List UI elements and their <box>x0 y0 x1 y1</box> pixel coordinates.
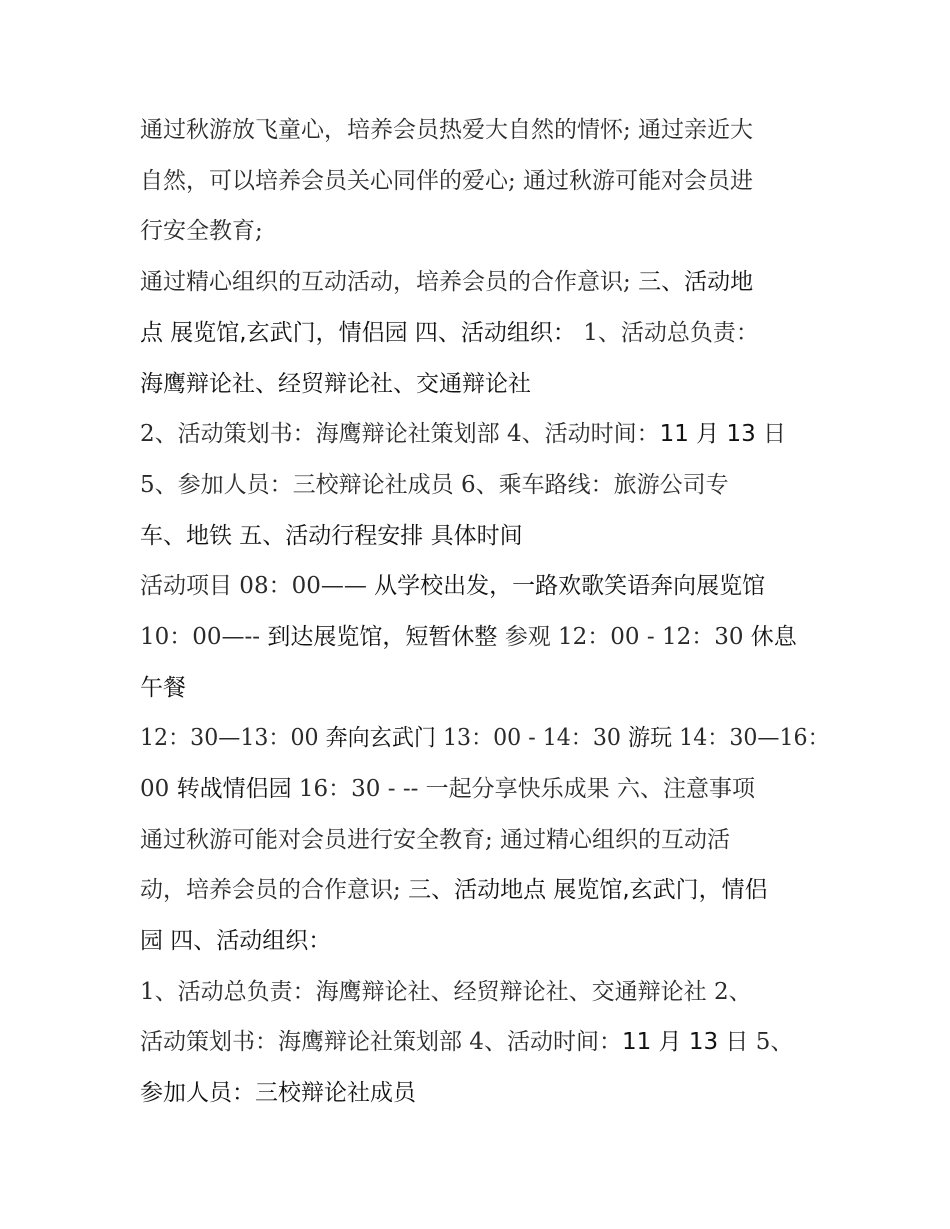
text-line <box>140 773 820 805</box>
text-segment: 参观 12：00 - 12：30 <box>504 624 751 650</box>
text-line <box>140 114 820 146</box>
text-segment: 00 <box>140 776 177 802</box>
text-segment: 14：30—16： <box>679 725 830 751</box>
text-segment: 活动项目 08：00—— <box>140 573 375 599</box>
text-segment: 1、活动总负责： <box>575 320 759 346</box>
text-segment: 11 月 13 <box>659 421 764 447</box>
text-segment: 海鹰辩论社、经贸辩论社、交通辩论社 <box>140 371 531 397</box>
text-segment: 转战情侣园 <box>176 776 299 802</box>
text-line <box>140 1026 820 1058</box>
text-line <box>140 874 820 906</box>
text-line <box>140 165 820 197</box>
text-line <box>140 570 820 602</box>
text-line <box>140 418 820 450</box>
text-segment: 通过秋游放飞童心，培养会员热爱大自然的情怀; 通过亲近大 <box>140 117 754 143</box>
text-segment: 10：00—-- <box>140 624 268 650</box>
text-line <box>140 317 820 349</box>
text-segment: 5、参加人员：三校辩论社成员 6、乘车路线：旅游公司专 <box>140 472 729 498</box>
text-line <box>140 621 820 653</box>
text-segment: 三、活动地点 展览馆,玄武门，情侣 <box>408 877 768 903</box>
text-segment: 动，培养会员的合作意识; <box>140 877 409 903</box>
text-line <box>140 469 820 501</box>
text-line <box>140 1077 820 1109</box>
text-segment: 休息 <box>750 624 797 650</box>
text-segment: 到达展览馆，短暂休整 <box>267 624 505 650</box>
text-segment: 行安全教育; <box>140 218 263 244</box>
text-segment: 通过精心组织的互动活动，培养会员的合作意识; <box>140 269 639 295</box>
text-line <box>140 976 820 1008</box>
text-segment: 奔向玄武门 <box>325 725 443 751</box>
text-segment: 活动策划书：海鹰辩论社策划部 4、活动时间： <box>140 1029 622 1055</box>
text-segment: 游玩 <box>627 725 680 751</box>
text-segment: 12：30—13：00 <box>140 725 326 751</box>
text-segment: 参加人员：三校辩论社成员 <box>140 1080 416 1106</box>
text-segment: 11 月 13 <box>621 1029 726 1055</box>
text-segment: 园 四、活动组织： <box>140 928 332 954</box>
text-segment: 日 5、 <box>725 1029 794 1055</box>
text-segment: 自然，可以培养会员关心同伴的爱心; 通过秋游可能对会员进 <box>140 168 754 194</box>
text-segment: 通过秋游可能对会员进行安全教育; 通过精心组织的互动活 <box>140 827 731 853</box>
text-line <box>140 520 820 552</box>
text-line <box>140 722 830 754</box>
text-line <box>140 824 820 856</box>
text-segment: 午餐 <box>140 675 186 701</box>
text-segment: 1、活动总负责：海鹰辩论社、经贸辩论社、交通辩论社 2、 <box>140 979 752 1005</box>
text-segment: 2、活动策划书：海鹰辩论社策划部 4、活动时间： <box>140 421 660 447</box>
text-segment: 日 <box>763 421 787 447</box>
text-segment: 车、地铁 五、活动行程安排 具体时间 <box>140 523 523 549</box>
text-segment: 点 展览馆,玄武门，情侣园 四、活动组织： <box>140 320 576 346</box>
text-line <box>140 925 820 957</box>
text-line <box>140 266 820 298</box>
text-segment: 三、活动地 <box>638 269 754 295</box>
text-segment: 13：00 - 14：30 <box>442 725 628 751</box>
text-segment: 从学校出发，一路欢歌笑语奔向展览馆 <box>374 573 766 599</box>
text-line <box>140 215 820 247</box>
text-line <box>140 672 820 704</box>
text-line <box>140 368 820 400</box>
text-segment: 16：30 - -- 一起分享快乐成果 六、注意事项 <box>298 776 755 802</box>
